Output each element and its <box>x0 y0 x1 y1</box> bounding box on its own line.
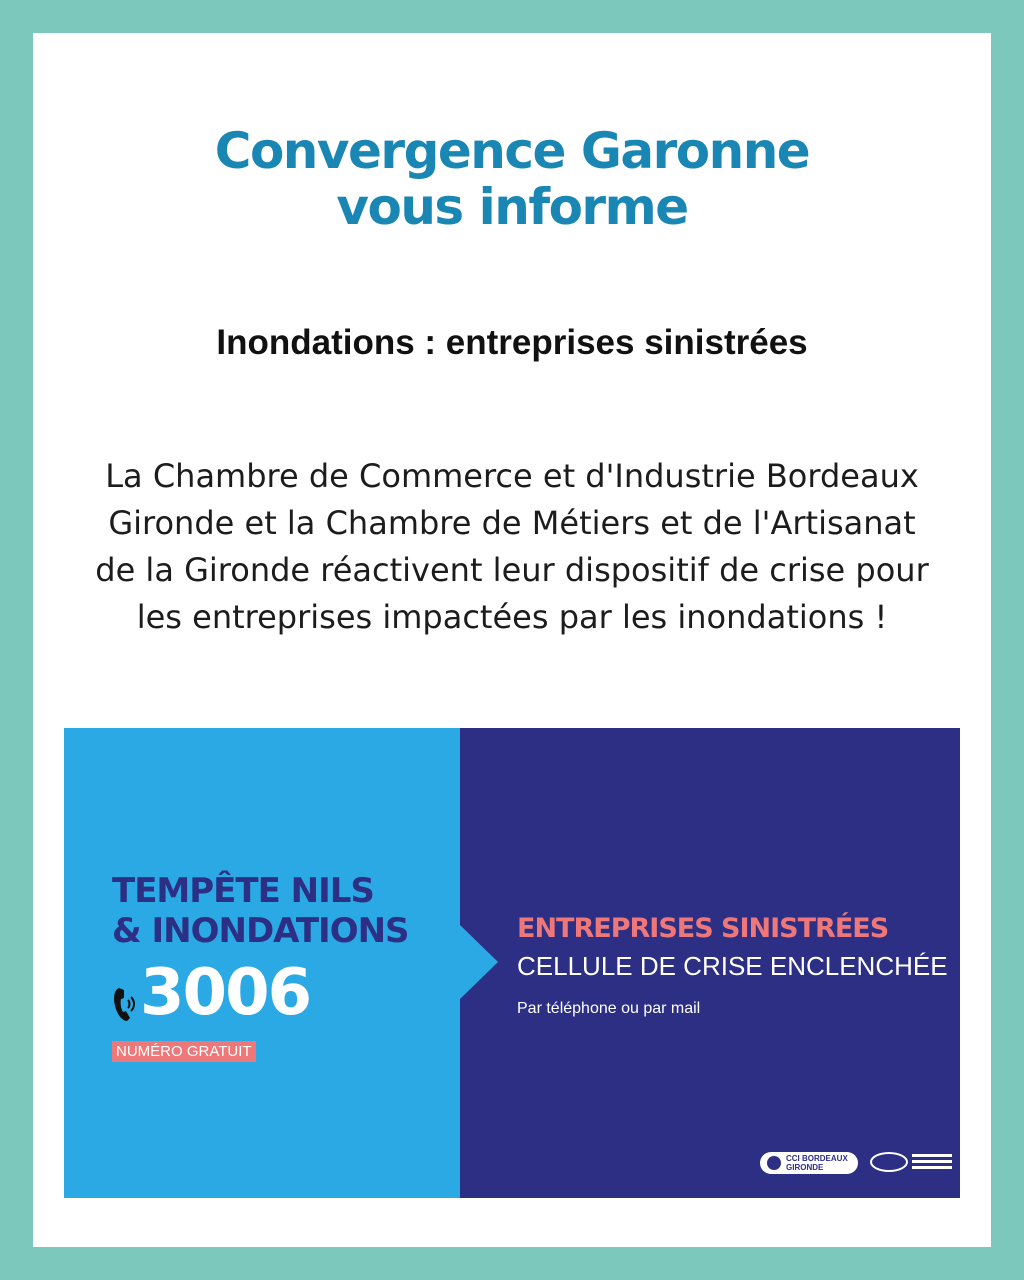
storm-title-line-1: TEMPÊTE NILS <box>112 871 374 911</box>
page-title <box>33 123 991 235</box>
free-number-badge: NUMÉRO GRATUIT <box>112 1041 256 1062</box>
cma-logo-mark <box>870 1152 908 1172</box>
contact-note: Par téléphone ou par mail <box>517 1000 701 1017</box>
arrow-pointer <box>460 925 498 999</box>
cci-logo-mark <box>767 1156 781 1170</box>
crisis-banner-image <box>64 728 960 1198</box>
banner-left-panel <box>64 728 460 1198</box>
cci-logo <box>760 1152 858 1174</box>
info-card <box>33 33 991 1247</box>
phone-number: 3006 <box>140 956 311 1030</box>
subtitle: Inondations : entreprises sinistrées <box>216 323 808 362</box>
cma-logo <box>870 1148 956 1178</box>
banner-heading: ENTREPRISES SINISTRÉES <box>517 913 889 944</box>
cci-logo-text: CCI BORDEAUX GIRONDE <box>786 1154 848 1172</box>
page-title-line-1: Convergence Garonne <box>214 122 810 180</box>
banner-subheading: CELLULE DE CRISE ENCLENCHÉE <box>517 951 948 981</box>
body-paragraph: La Chambre de Commerce et d'Industrie Bordeaux Gironde et la Chambre de Métiers et de l'Artisanat de la Gironde réactivent leur dispositif de crise pour les entreprises impactées par les inondations ! <box>95 457 929 636</box>
storm-title-line-2: & INONDATIONS <box>112 911 409 951</box>
cma-logo-wordmark <box>912 1154 952 1157</box>
phone-icon <box>110 984 138 1024</box>
page-title-line-2: vous informe <box>336 178 688 236</box>
